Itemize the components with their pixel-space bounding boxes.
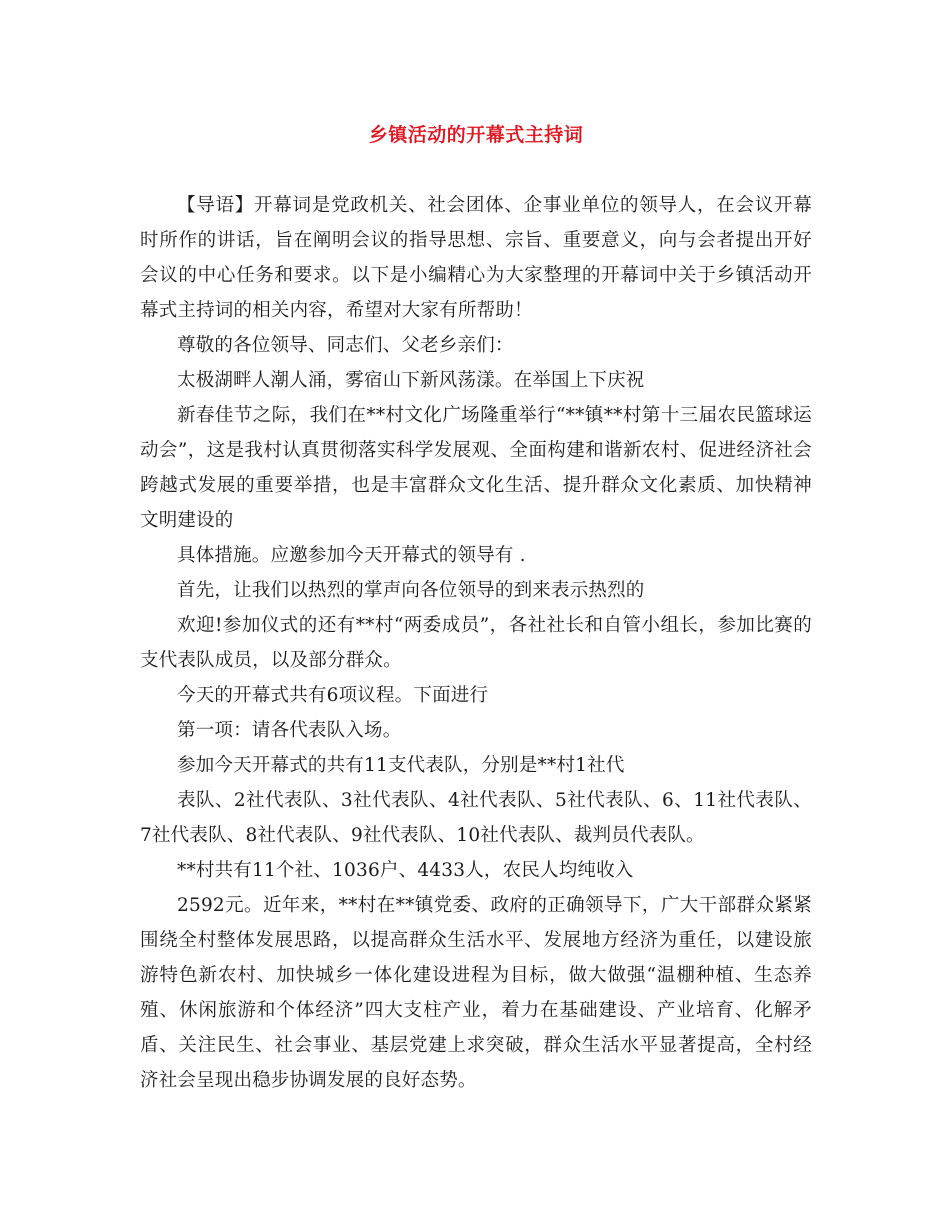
paragraph-agenda-item: 第一项：请各代表队入场。 — [177, 720, 402, 741]
paragraph: 参加今天开幕式的共有11支代表队，分别是**村1社代 — [177, 755, 625, 776]
paragraph: 太极湖畔人潮人涌，雾宿山下新风荡漾。在举国上下庆祝 — [177, 370, 645, 391]
paragraph: 欢迎!参加仪式的还有**村“两委成员”，各社社长和自管小组长，参加比赛的 支代表队成员，以及部分群众。 — [140, 615, 812, 671]
paragraph: 今天的开幕式共有6项议程。下面进行 — [177, 685, 489, 706]
document-body — [140, 188, 812, 1098]
paragraph: 2592元。近年来，**村在**镇党委、政府的正确领导下，广大干部群众紧紧围绕全村整体发展思路，以提高群众生活水平、发展地方经济为重任，以建设旅游特色新农村、加快城乡一体化建设进程为目标，做大做强“温棚种植、生态养殖、休闲旅游和个体经济”四大支柱产业，着力在基础建设、产业培育、化解矛盾、关注民生、社会事业、基层党建上求突破，群众生活水平显著提高，全村经济社会呈现出稳步协调发展的良好态势。 — [140, 895, 812, 1091]
document-page — [140, 120, 812, 1098]
paragraph-greeting: 尊敬的各位领导、同志们、父老乡亲们： — [177, 335, 514, 356]
paragraph: 新春佳节之际，我们在**村文化广场隆重举行“**镇**村第十三届农民篮球运动会”，这是我村认真贯彻落实科学发展观、全面构建和谐新农村、促进经济社会跨越式发展的重要举措，也是丰富群众文化生活、提升群众文化素质、加快精神文明建设的 — [140, 405, 812, 531]
paragraph: 首先，让我们以热烈的掌声向各位领导的到来表示热烈的 — [177, 580, 645, 601]
paragraph-intro: 【导语】开幕词是党政机关、社会团体、企事业单位的领导人，在会议开幕时所作的讲话，旨在阐明会议的指导思想、宗旨、重要意义，向与会者提出开好会议的中心任务和要求。以下是小编精心为大家整理的开幕词中关于乡镇活动开幕式主持词的相关内容，希望对大家有所帮助！ — [140, 195, 812, 321]
document-title: 乡镇活动的开幕式主持词 — [368, 124, 584, 146]
paragraph: 表队、2社代表队、3社代表队、4社代表队、5社代表队、6、11社代表队、7社代表队、8社代表队、9社代表队、10社代表队、裁判员代表队。 — [140, 790, 812, 846]
paragraph: 具体措施。应邀参加今天开幕式的领导有 . — [177, 545, 526, 566]
paragraph: **村共有11个社、1036户、4433人，农民人均纯收入 — [177, 860, 634, 881]
